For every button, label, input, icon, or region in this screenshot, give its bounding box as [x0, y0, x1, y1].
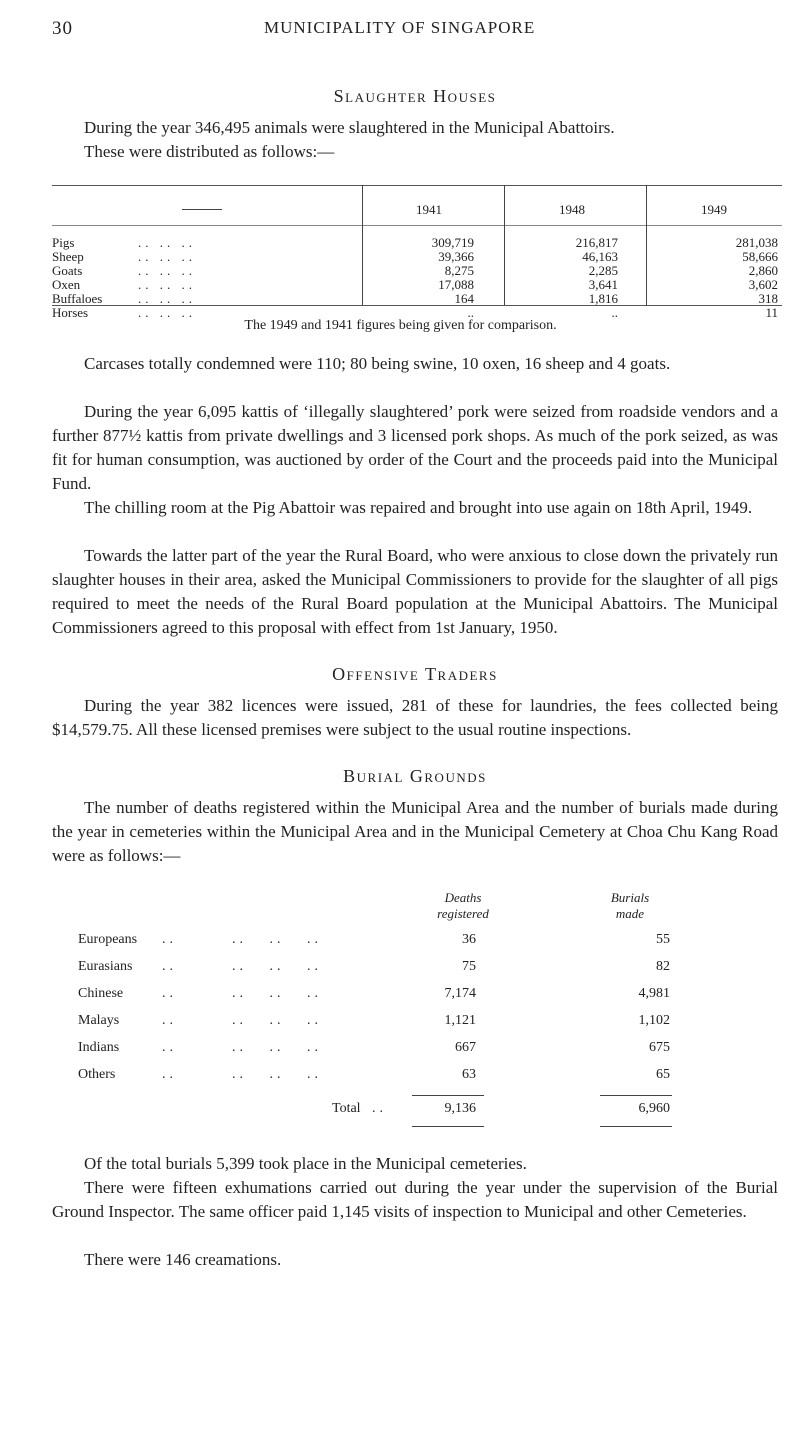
paragraph-total-burials: Of the total burials 5,399 took place in the Municipal cemeteries. — [84, 1154, 527, 1173]
table-row: Others .. .. .. .. 63 65 — [78, 1067, 670, 1082]
running-head — [52, 18, 772, 48]
burial-table — [0, 890, 801, 1130]
paragraph-burial-intro: The number of deaths registered within the Municipal Area and the number of burials made during the year in cemeteries within the Municipal Area and in the Municipal Cemetery at Choa Chu Kang Road were as follows:— — [52, 798, 778, 865]
table-row: Chinese .. .. .. .. 7,174 4,981 — [78, 986, 670, 1001]
column-header-deaths: Deaths registered — [437, 890, 489, 921]
page-number: 30 — [52, 18, 73, 39]
table-row: Buffaloes .. .. .. 164 1,816 318 — [52, 291, 778, 306]
table-row: Horses .. .. .. .. .. 11 — [52, 305, 778, 320]
section-heading-offensive-traders: Offensive Traders — [332, 664, 498, 684]
paragraph-exhumations: There were fifteen exhumations carried out during the year under the supervision of the Burial Ground Inspector. The same officer paid 1,145 visits of inspection to Municipal and other Cemeteries. — [52, 1178, 778, 1221]
column-header-1949: 1949 — [701, 202, 727, 217]
paragraph-offensive-traders: During the year 382 licences were issued, 281 of these for laundries, the fees collected being $14,579.75. All these licensed premises were subject to the usual routine inspections. — [52, 696, 778, 739]
running-head-title: MUNICIPALITY OF SINGAPORE — [264, 18, 536, 37]
total-rule-deaths — [412, 1095, 484, 1096]
total-deaths: 9,136 — [444, 1101, 476, 1116]
table-row: Pigs .. .. .. 309,719 216,817 281,038 — [52, 235, 778, 250]
total-burials: 6,960 — [638, 1101, 670, 1116]
table-row: Sheep .. .. .. 39,366 46,163 58,666 — [52, 249, 778, 264]
table-row: Goats .. .. .. 8,275 2,285 2,860 — [52, 263, 778, 278]
paragraph-carcases: Carcases totally condemned were 110; 80 being swine, 10 oxen, 16 sheep and 4 goats. — [84, 354, 671, 373]
slaughter-intro: During the year 346,495 animals were slaughtered in the Municipal Abattoirs. — [84, 118, 615, 137]
paragraph-chilling-room: The chilling room at the Pig Abattoir was repaired and brought into use again on 18th April, 1949. — [84, 498, 753, 517]
table-row: Indians .. .. .. .. 667 675 — [78, 1040, 670, 1055]
table-caption: The 1949 and 1941 figures being given for comparison. — [244, 318, 557, 333]
total-label: Total — [332, 1101, 361, 1116]
slaughter-table — [52, 185, 782, 320]
column-header-1941: 1941 — [416, 202, 442, 217]
table-row: Malays .. .. .. .. 1,121 1,102 — [78, 1013, 670, 1028]
table-row: Europeans .. .. .. .. 36 55 — [78, 932, 670, 947]
total-rule-burials — [600, 1095, 672, 1096]
column-header-burials: Burials made — [610, 890, 650, 921]
table-row: Oxen .. .. .. 17,088 3,641 3,602 — [52, 277, 778, 292]
table-row: Eurasians .. .. .. .. 75 82 — [78, 959, 670, 974]
paragraph-creamations: There were 146 creamations. — [84, 1250, 282, 1269]
section-heading-burial-grounds: Burial Grounds — [343, 766, 487, 786]
total-row: Total .. 9,136 6,960 — [332, 1101, 670, 1116]
column-header-1948: 1948 — [559, 202, 585, 217]
stub-header-dash — [182, 209, 222, 210]
paragraph-pork-seized: During the year 6,095 kattis of ‘illegally slaughtered’ pork were seized from roadside vendors and a further 877½ kattis from private dwellings and 3 licensed pork shops. As much of the pork seized, as was fit for human consumption, was auctioned by order of the Court and the proceeds paid into the Municipal Fund. — [52, 402, 778, 493]
paragraph-rural-board: Towards the latter part of the year the Rural Board, who were anxious to close down the privately run slaughter houses in their area, asked the Municipal Commissioners to provide for the slaughter of all pigs required to meet the needs of the Rural Board population at the Municipal Abattoirs. The Municipal Commissioners agreed to this proposal with effect from 1st January, 1950. — [52, 546, 778, 637]
slaughter-distributed: These were distributed as follows:— — [84, 142, 335, 161]
section-heading-slaughter-houses: Slaughter Houses — [333, 86, 497, 106]
